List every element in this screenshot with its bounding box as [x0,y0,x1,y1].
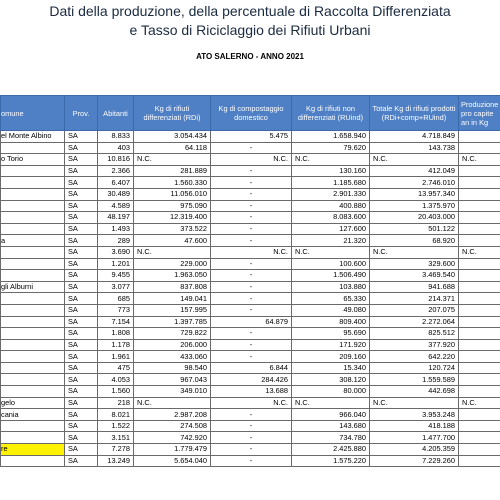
cell-rdi: 349.010 [134,386,211,398]
column-header-comune: omune [1,96,65,131]
cell-prov: SA [65,397,98,409]
cell-totale: 941.688 [370,281,459,293]
cell-comune: el Monte Albino [1,131,65,143]
cell-ruind: 65.330 [292,293,370,305]
cell-ruind: 1.506.490 [292,270,370,282]
cell-totale: 825.512 [370,328,459,340]
cell-prov: SA [65,188,98,200]
cell-comune: a [1,235,65,247]
cell-rdi: N.C. [134,397,211,409]
cell-ruind: 1.575.220 [292,455,370,467]
cell-abitanti: 9.455 [98,270,134,282]
cell-abitanti: 1.178 [98,339,134,351]
cell-totale: 377.920 [370,339,459,351]
cell-compostaggio: 6.844 [211,362,292,374]
table-row [1,293,500,305]
cell-abitanti: 1.808 [98,328,134,340]
column-header-rdi: Kg di rifiuti differenziati (RDi) [134,96,211,131]
cell-prov: SA [65,154,98,166]
cell-rdi: 12.319.400 [134,212,211,224]
cell-totale: 642.220 [370,351,459,363]
cell-rdi: 229.000 [134,258,211,270]
cell-pro-capite [459,165,500,177]
cell-ruind: 21.320 [292,235,370,247]
table-row [1,316,500,328]
cell-comune: o Torio [1,154,65,166]
cell-pro-capite [459,212,500,224]
cell-prov: SA [65,177,98,189]
cell-compostaggio: N.C. [211,246,292,258]
cell-comune [1,328,65,340]
title-line-1: Dati della produzione, della percentuale di Raccolta Differenziata [49,3,451,19]
cell-ruind: 100.600 [292,258,370,270]
cell-rdi: 5.654.040 [134,455,211,467]
cell-compostaggio: - [211,432,292,444]
column-header-ruind: Kg di rifiuti non differenziati (RUind) [292,96,370,131]
cell-ruind: 15.340 [292,362,370,374]
cell-prov: SA [65,258,98,270]
cell-totale: 1.559.589 [370,374,459,386]
cell-comune [1,293,65,305]
cell-abitanti: 1.493 [98,223,134,235]
table-row [1,432,500,444]
cell-compostaggio: - [211,177,292,189]
cell-prov: SA [65,328,98,340]
cell-rdi: 2.987.208 [134,409,211,421]
table-row [1,374,500,386]
cell-rdi: 206.000 [134,339,211,351]
cell-pro-capite [459,339,500,351]
cell-totale: 143.738 [370,142,459,154]
cell-totale: 501.122 [370,223,459,235]
cell-comune [1,246,65,258]
cell-rdi: 1.963.050 [134,270,211,282]
cell-comune: gelo [1,397,65,409]
cell-totale: 7.229.260 [370,455,459,467]
column-header-abitanti: Abitanti [98,96,134,131]
cell-totale: N.C. [370,154,459,166]
cell-rdi: 742.920 [134,432,211,444]
cell-compostaggio: - [211,223,292,235]
cell-abitanti: 3.690 [98,246,134,258]
cell-prov: SA [65,200,98,212]
cell-comune [1,386,65,398]
cell-comune [1,165,65,177]
cell-prov: SA [65,293,98,305]
column-header-compostaggio: Kg di compostaggio domestico [211,96,292,131]
table-row [1,397,500,409]
table-row [1,258,500,270]
cell-compostaggio: 13.688 [211,386,292,398]
cell-comune [1,432,65,444]
cell-pro-capite [459,455,500,467]
cell-pro-capite [459,200,500,212]
cell-compostaggio: - [211,270,292,282]
cell-pro-capite [459,328,500,340]
cell-totale: 3.469.540 [370,270,459,282]
table-row [1,304,500,316]
cell-abitanti: 4.053 [98,374,134,386]
cell-rdi: N.C. [134,246,211,258]
cell-ruind: 209.160 [292,351,370,363]
cell-abitanti: 8.021 [98,409,134,421]
cell-prov: SA [65,351,98,363]
cell-pro-capite [459,316,500,328]
table-row [1,339,500,351]
cell-ruind: 809.400 [292,316,370,328]
cell-ruind: 171.920 [292,339,370,351]
cell-totale: N.C. [370,397,459,409]
cell-pro-capite [459,188,500,200]
cell-abitanti: 685 [98,293,134,305]
cell-prov: SA [65,362,98,374]
cell-ruind: 400.880 [292,200,370,212]
table-row [1,131,500,143]
cell-abitanti: 13.249 [98,455,134,467]
cell-abitanti: 2.366 [98,165,134,177]
cell-prov: SA [65,212,98,224]
table-row [1,362,500,374]
cell-pro-capite [459,142,500,154]
cell-compostaggio: - [211,212,292,224]
cell-prov: SA [65,339,98,351]
cell-abitanti: 1.560 [98,386,134,398]
cell-pro-capite [459,386,500,398]
cell-abitanti: 3.151 [98,432,134,444]
cell-totale: 412.049 [370,165,459,177]
cell-totale: 3.953.248 [370,409,459,421]
cell-prov: SA [65,131,98,143]
cell-compostaggio: - [211,142,292,154]
cell-prov: SA [65,235,98,247]
cell-ruind: 8.083.600 [292,212,370,224]
table-row [1,386,500,398]
cell-pro-capite [459,270,500,282]
cell-totale: 13.957.340 [370,188,459,200]
cell-comune [1,455,65,467]
cell-abitanti: 30.489 [98,188,134,200]
cell-compostaggio: 5.475 [211,131,292,143]
cell-prov: SA [65,281,98,293]
cell-abitanti: 289 [98,235,134,247]
cell-totale: 214.371 [370,293,459,305]
cell-comune [1,212,65,224]
cell-compostaggio: - [211,258,292,270]
cell-comune [1,351,65,363]
cell-totale: 4.718.849 [370,131,459,143]
document-subtitle: ATO SALERNO - ANNO 2021 [196,52,304,61]
cell-ruind: N.C. [292,154,370,166]
cell-ruind: 127.600 [292,223,370,235]
cell-prov: SA [65,165,98,177]
table-row [1,455,500,467]
cell-prov: SA [65,444,98,456]
cell-comune [1,374,65,386]
document-title [0,2,500,40]
cell-prov: SA [65,142,98,154]
column-header-prov: Prov. [65,96,98,131]
cell-pro-capite [459,304,500,316]
cell-pro-capite [459,258,500,270]
cell-rdi: 967.043 [134,374,211,386]
cell-totale: 4.205.359 [370,444,459,456]
cell-compostaggio: - [211,293,292,305]
cell-rdi: 837.808 [134,281,211,293]
cell-compostaggio: - [211,409,292,421]
cell-rdi: 729.822 [134,328,211,340]
cell-ruind: 130.160 [292,165,370,177]
cell-abitanti: 1.961 [98,351,134,363]
cell-pro-capite [459,444,500,456]
cell-rdi: 3.054.434 [134,131,211,143]
cell-prov: SA [65,304,98,316]
cell-ruind: 308.120 [292,374,370,386]
table-row [1,444,500,456]
cell-rdi: 975.090 [134,200,211,212]
cell-pro-capite [459,293,500,305]
cell-comune [1,316,65,328]
table-row [1,165,500,177]
cell-rdi: 274.508 [134,420,211,432]
cell-abitanti: 4.589 [98,200,134,212]
cell-abitanti: 773 [98,304,134,316]
cell-totale: 2.746.010 [370,177,459,189]
cell-compostaggio: - [211,235,292,247]
cell-totale: N.C. [370,246,459,258]
cell-pro-capite [459,420,500,432]
cell-abitanti: 8.833 [98,131,134,143]
cell-prov: SA [65,455,98,467]
cell-ruind: 95.690 [292,328,370,340]
cell-compostaggio: - [211,339,292,351]
cell-abitanti: 7.154 [98,316,134,328]
cell-prov: SA [65,432,98,444]
cell-pro-capite [459,177,500,189]
cell-compostaggio: - [211,200,292,212]
cell-ruind: 80.000 [292,386,370,398]
cell-abitanti: 7.278 [98,444,134,456]
cell-rdi: 149.041 [134,293,211,305]
cell-compostaggio: - [211,281,292,293]
cell-compostaggio: - [211,304,292,316]
cell-ruind: 966.040 [292,409,370,421]
cell-pro-capite [459,432,500,444]
cell-abitanti: 6.407 [98,177,134,189]
cell-pro-capite [459,281,500,293]
cell-totale: 1.375.970 [370,200,459,212]
cell-comune [1,362,65,374]
cell-comune [1,142,65,154]
cell-ruind: 143.680 [292,420,370,432]
cell-rdi: 1.397.785 [134,316,211,328]
column-header-totale: Totale Kg di rifiuti prodotti (RDi+comp+RUind) [370,96,459,131]
cell-rdi: N.C. [134,154,211,166]
cell-totale: 2.272.064 [370,316,459,328]
cell-abitanti: 3.077 [98,281,134,293]
cell-comune [1,270,65,282]
cell-pro-capite [459,362,500,374]
cell-rdi: 157.995 [134,304,211,316]
cell-comune [1,177,65,189]
cell-compostaggio: - [211,444,292,456]
cell-comune [1,223,65,235]
cell-rdi: 98.540 [134,362,211,374]
cell-compostaggio: N.C. [211,397,292,409]
cell-pro-capite: N.C. [459,154,500,166]
table-row [1,142,500,154]
cell-pro-capite [459,409,500,421]
cell-totale: 1.477.700 [370,432,459,444]
cell-comune [1,188,65,200]
cell-totale: 207.075 [370,304,459,316]
waste-data-table [0,95,500,467]
cell-totale: 68.920 [370,235,459,247]
table-row [1,328,500,340]
cell-rdi: 433.060 [134,351,211,363]
cell-pro-capite: N.C. [459,246,500,258]
cell-pro-capite [459,374,500,386]
cell-rdi: 281.889 [134,165,211,177]
table-row [1,223,500,235]
cell-comune [1,200,65,212]
cell-pro-capite [459,223,500,235]
cell-ruind: N.C. [292,246,370,258]
cell-abitanti: 48.197 [98,212,134,224]
cell-comune: gli Alburni [1,281,65,293]
table-row [1,281,500,293]
cell-pro-capite [459,351,500,363]
cell-totale: 120.724 [370,362,459,374]
cell-compostaggio: - [211,455,292,467]
table-row [1,270,500,282]
cell-comune: re [1,444,65,456]
cell-comune: cania [1,409,65,421]
table-row [1,177,500,189]
cell-pro-capite [459,131,500,143]
cell-comune [1,258,65,270]
table-row [1,212,500,224]
cell-compostaggio: - [211,420,292,432]
cell-compostaggio: - [211,188,292,200]
cell-compostaggio: 64.879 [211,316,292,328]
cell-compostaggio: - [211,165,292,177]
cell-totale: 329.600 [370,258,459,270]
cell-rdi: 1.560.330 [134,177,211,189]
cell-pro-capite [459,235,500,247]
cell-prov: SA [65,409,98,421]
cell-prov: SA [65,316,98,328]
cell-ruind: 734.780 [292,432,370,444]
cell-abitanti: 1.522 [98,420,134,432]
table-row [1,351,500,363]
cell-rdi: 1.779.479 [134,444,211,456]
column-header-pro-capite: Produzione pro capite an in Kg [459,96,500,131]
table-row [1,246,500,258]
cell-rdi: 373.522 [134,223,211,235]
cell-totale: 442.698 [370,386,459,398]
cell-rdi: 47.600 [134,235,211,247]
cell-compostaggio: 284.426 [211,374,292,386]
table-row [1,409,500,421]
cell-prov: SA [65,374,98,386]
cell-ruind: N.C. [292,397,370,409]
cell-prov: SA [65,270,98,282]
cell-abitanti: 475 [98,362,134,374]
cell-rdi: 64.118 [134,142,211,154]
cell-ruind: 79.620 [292,142,370,154]
cell-comune [1,304,65,316]
cell-ruind: 1.185.680 [292,177,370,189]
cell-ruind: 2.901.330 [292,188,370,200]
title-line-2: e Tasso di Riciclaggio dei Rifiuti Urbani [129,22,371,38]
cell-abitanti: 1.201 [98,258,134,270]
cell-abitanti: 218 [98,397,134,409]
table-row [1,200,500,212]
cell-compostaggio: - [211,328,292,340]
table-row [1,188,500,200]
cell-comune [1,339,65,351]
cell-totale: 20.403.000 [370,212,459,224]
cell-prov: SA [65,246,98,258]
cell-compostaggio: N.C. [211,154,292,166]
cell-prov: SA [65,223,98,235]
cell-ruind: 49.080 [292,304,370,316]
table-row [1,235,500,247]
cell-ruind: 1.658.940 [292,131,370,143]
cell-ruind: 2.425.880 [292,444,370,456]
cell-abitanti: 10.816 [98,154,134,166]
cell-totale: 418.188 [370,420,459,432]
cell-comune [1,420,65,432]
cell-prov: SA [65,420,98,432]
table-row [1,420,500,432]
cell-prov: SA [65,386,98,398]
cell-abitanti: 403 [98,142,134,154]
cell-compostaggio: - [211,351,292,363]
table-header-row [1,96,500,131]
cell-pro-capite: N.C. [459,397,500,409]
cell-rdi: 11.056.010 [134,188,211,200]
table-row [1,154,500,166]
cell-ruind: 103.880 [292,281,370,293]
